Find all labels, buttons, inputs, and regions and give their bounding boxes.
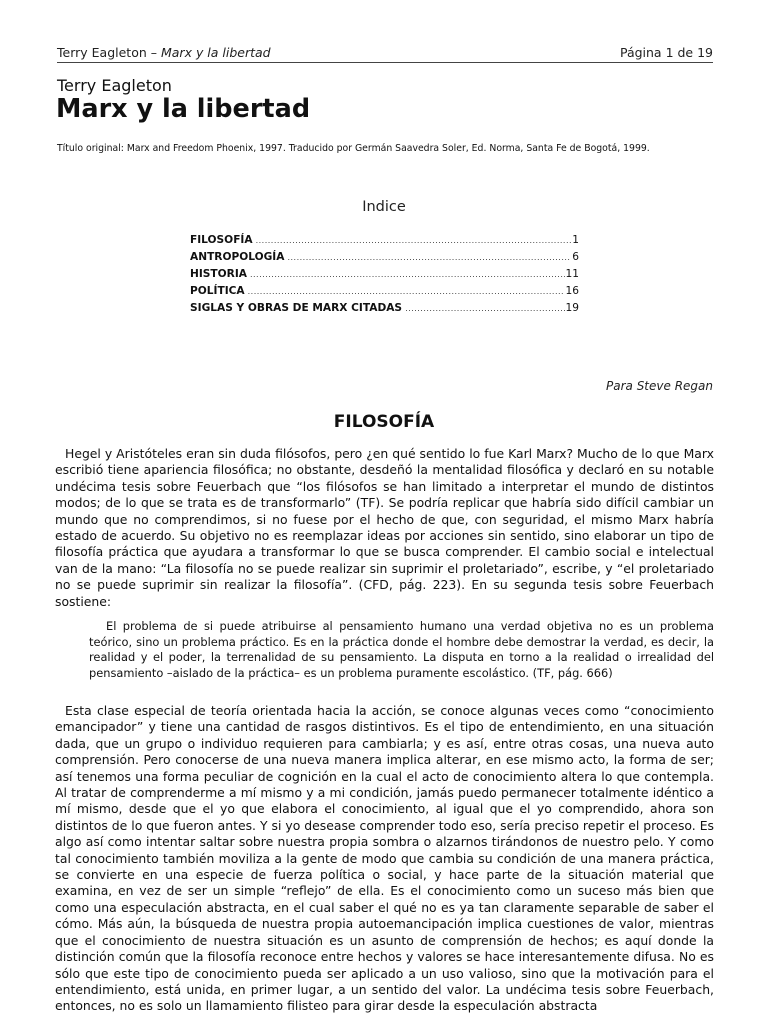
body-paragraph: Hegel y Aristóteles eran sin duda filósofos, pero ¿en qué sentido lo fue Karl Marx? Mucho de lo que Marx escribió tiene apariencia filosófica; no obstante, desdeñó la mentalidad filosófica y declaró en su notable undécima tesis sobre Feuerbach que “los filósofos se han limitado a interpretar el mundo de distintos modos; de lo que se trata es de transformarlo” (TF). Se podría replicar que habría sido difícil cambiar un mundo que no comprendimos, si no fuese por el hecho de que, con seguridad, el mismo Marx habría estado de acuerdo. Su objetivo no es reemplazar ideas por acciones sin sentido, sino elaborar un tipo de filosofía práctica que ayudara a transformar lo que se busca comprender. El cambio social e intelectual van de la mano: “La filosofía no se puede realizar sin suprimir el proletariado”, escribe, y “el proletariado no se puede suprimir sin realizar la filosofía”. (CFD, pág. 223). En su segunda tesis sobre Feuerbach sostiene:: [55, 446, 714, 609]
toc-entry[interactable]: [190, 268, 579, 285]
document-author: Terry Eagleton: [57, 76, 172, 95]
running-header: [57, 45, 713, 63]
dedication: Para Steve Regan: [606, 379, 713, 393]
toc-entry-page: 19: [565, 302, 579, 314]
toc-entry[interactable]: [190, 302, 579, 319]
original-title-info: Título original: Marx and Freedom Phoenix, 1997. Traducido por Germán Saavedra Soler, Ed. Norma, Santa Fe de Bogotá, 1999.: [57, 143, 650, 154]
toc-title: Indice: [362, 199, 406, 215]
running-header-title: [57, 45, 271, 60]
table-of-contents: [190, 234, 579, 319]
toc-leader-dots: [250, 270, 565, 279]
toc-leader-dots: [248, 287, 565, 296]
toc-entry[interactable]: [190, 285, 579, 302]
body-paragraph: Esta clase especial de teoría orientada hacia la acción, se conoce algunas veces como “conocimiento emancipador” y tiene una cantidad de rasgos distintivos. Es el tipo de entendimiento, en una situación dada, que un grupo o individuo requieren para cambiarla; y es así, entre otras cosas, una nueva auto comprensión. Pero conocerse de una nueva manera implica alterar, en ese mismo acto, la forma de ser; así tenemos una forma peculiar de cognición en la cual el acto de conocimiento altera lo que contempla. Al tratar de comprenderme a mí mismo y a mi condición, jamás puedo permanecer totalmente idéntico a mí mismo, desde que el yo que elabora el conocimiento, al igual que el yo comprendido, ahora son distintos de lo que fueron antes. Y si yo desease comprender todo eso, sería preciso repetir el proceso. Es algo así como intentar saltar sobre nuestra propia sombra o alzarnos tirándonos de nuestro pelo. Y como tal conocimiento también moviliza a la gente de modo que cambia su condición de una manera práctica, se convierte en una especie de fuerza política o social, y hace parte de la situación material que examina, en vez de ser un simple “reflejo” de ella. Es el conocimiento como un suceso más bien que como una especulación abstracta, en el cual saber el qué no es ya tan claramente separable de saber el cómo. Más aún, la búsqueda de nuestra propia autoemancipación implica cuestiones de valor, mientras que el conocimiento de nuestra situación es un asunto de comprensión de hechos; es aquí donde la distinción común que la filosofía reconoce entre hechos y valores se hace interesantemente difusa. No es sólo que este tipo de conocimiento pueda ser aplicado a un uso valioso, sino que la motivación para el entendimiento, está unida, en primer lugar, a un sentido del valor. La undécima tesis sobre Feuerbach, entonces, no es solo un llamamiento filisteo para girar desde la especulación abstracta: [55, 703, 714, 1014]
toc-entry-page: 6: [572, 251, 579, 263]
toc-entry-label: HISTORIA: [190, 268, 247, 280]
toc-entry-page: 16: [565, 285, 579, 297]
toc-leader-dots: [287, 253, 571, 262]
toc-entry-label: POLÍTICA: [190, 285, 245, 297]
toc-entry-label: ANTROPOLOGÍA: [190, 251, 285, 263]
toc-entry[interactable]: [190, 234, 579, 251]
block-quote: El problema de si puede atribuirse al pensamiento humano una verdad objetiva no es un problema teórico, sino un problema práctico. Es en la práctica donde el hombre debe demostrar la verdad, es decir, la realidad y el poder, la terrenalidad de su pensamiento. La disputa en torno a la realidad o irrealidad del pensamiento –aislado de la práctica– es un problema puramente escolástico. (TF, pág. 666): [89, 619, 714, 680]
toc-leader-dots: [256, 236, 572, 245]
toc-leader-dots: [405, 304, 564, 313]
toc-entry[interactable]: [190, 251, 579, 268]
section-heading: FILOSOFÍA: [333, 412, 435, 432]
toc-entry-label: SIGLAS Y OBRAS DE MARX CITADAS: [190, 302, 403, 314]
toc-entry-page: 1: [572, 234, 579, 246]
running-header-author: Terry Eagleton: [57, 45, 147, 60]
document-title: Marx y la libertad: [56, 94, 311, 124]
running-header-separator: –: [150, 45, 157, 60]
page-indicator: Página 1 de 19: [619, 45, 713, 60]
toc-entry-label: FILOSOFÍA: [190, 234, 253, 246]
running-header-work: Marx y la libertad: [160, 45, 271, 60]
toc-entry-page: 11: [565, 268, 579, 280]
